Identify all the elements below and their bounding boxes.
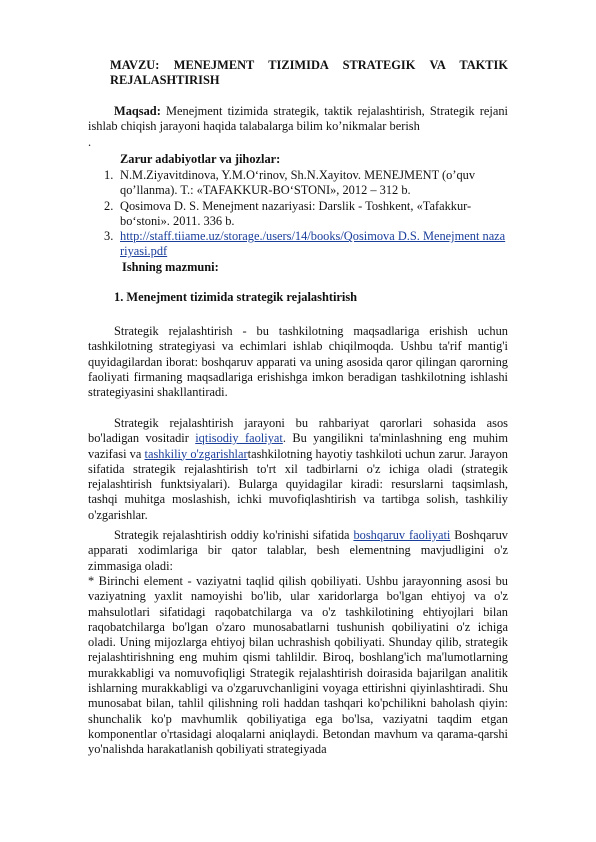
literature-link[interactable]: http://staff.tiiame.uz/storage./users/14/books/Qosimova D.S. Menejment nazariyasi.pdf	[120, 229, 506, 259]
section-heading: 1. Menejment tizimida strategik rejalashtirish	[114, 290, 358, 304]
goal-label: Maqsad:	[114, 104, 161, 118]
paragraph-4: * Birinchi element - vaziyatni taqlid qilish qobiliyati. Ushbu jarayonning asosi bu vaziyatning yaxlit namoyishi bo'lib, ular xaridorlarga bo'lgan ehtiyoj va o'z mahsulotlari sifatidagi raqobatchilarga va o'z tashkilotining ehtiyojlari bilan raqobatchilarga bo'lgan o'zaro munosabatlarni tushunish qobiliyatini o'z ichiga oladi. Uning mijozlarga ehtiyoj bilan uchrashish qobiliyati. Shunday qilib, strategik rejalashtirishning eng muhim qismi tahlildir. Biroq, boshlang'ich ma'lumotlarning murakkabligi va nomuvofiqligi Strategik rejalashtirish doirasida bajarilgan analitik ishlarning murakkabligi va o'zgaruvchanligini voyaga ettirishni qiyinlashtiradi. Shu munosabat bilan, tahlil qilishning roli haddan tashqari ko'pchilikni baholash qiyin: shunchalik ko'p mavhumlik qobiliyatiga ega bo'lsa, vaziyatni taqdim etgan komponentlar o'rtasidagi aloqalarni aniqlaydi. Betondan mavhum va qarama-qarshi yo'nalishda harakatlanish qobiliyati strategiyada	[88, 574, 508, 757]
link-boshqaruv-faoliyati[interactable]: boshqaruv faoliyati	[353, 528, 451, 542]
literature-item: 2. Qosimova D. S. Menejment nazariyasi: Darslik - Toshkent, «Tafakkur-bo‘stoni». 2011. 336 b.	[104, 198, 472, 228]
paragraph-3: Strategik rejalashtirish oddiy ko'rinishi sifatida boshqaruv faoliyati Boshqaruv apparati xodimlariga bir qator talablar, besh elementning mavjudligini o'z zimmasiga oladi:	[88, 528, 508, 573]
literature-list	[104, 168, 508, 260]
literature-item: 1. N.M.Ziyavitdinova, Y.M.O‘rinov, Sh.N.Xayitov. MENEJMENT (o’quv qo’llanma). T.: «TAFAKKUR-BO‘STONI», 2012 – 312 b.	[104, 168, 476, 198]
literature-item: 3. http://staff.tiiame.uz/storage./users/14/books/Qosimova D.S. Menejment nazariyasi.pdf	[104, 229, 508, 260]
title-line-2: REJALASHTIRISH	[110, 73, 220, 88]
goal-paragraph	[88, 104, 508, 135]
literature-heading: Zarur adabiyotlar va jihozlar:	[120, 152, 281, 166]
stray-dot: .	[88, 135, 92, 149]
paragraph-2: Strategik rejalashtirish jarayoni bu rahbariyat qarorlari sohasida asos bo'ladigan vositadir iqtisodiy faoliyat. Bu yangilikni ta'minlashning eng muhim vazifasi va tashkiliy o'zgarishlartashkilotning hayotiy tashkiloti uchun zarur. Jarayon sifatida strategik rejalashtirish to'rt xil tadbirlarni o'z ichiga oladi (strategik rejalashtirish funktsiyalari). Bularga quyidagilar kiradi: resurslarni taqsimlash, tashqi muhitga moslashish, ichki muvofiqlashtirish va tartibga solish, tashkiliy o'zgarishlar.	[88, 416, 509, 522]
goal-text: Menejment tizimida strategik, taktik rejalashtirish, Strategik rejani ishlab chiqish jarayoni haqida talabalarga bilim ko’nikmalar berish	[88, 104, 508, 134]
link-iqtisodiy-faoliyat[interactable]: iqtisodiy faoliyat	[195, 431, 283, 446]
paragraph-1: Strategik rejalashtirish - bu tashkilotning maqsadlariga erishish uchun tashkilotning strategiyasi va echimlari ishlab chiqilmoqda. Ushbu ta'rif mantig'i quyidagilardan iborat: boshqaruv apparati va uning asosida qaror qilingan qarorning faoliyati firmaning maqsadlariga erishishga imkon beradigan tashkilotning ishlashi strategiyasini shakllantiradi.	[88, 324, 508, 400]
page-title	[110, 58, 508, 89]
content-heading: Ishning mazmuni:	[122, 260, 219, 274]
link-tashkiliy-ozgarishlar[interactable]: tashkiliy o'zgarishlar	[144, 446, 248, 461]
title-line-1: MAVZU: MENEJMENT TIZIMIDA STRATEGIK VA TAKTIK	[110, 58, 508, 72]
